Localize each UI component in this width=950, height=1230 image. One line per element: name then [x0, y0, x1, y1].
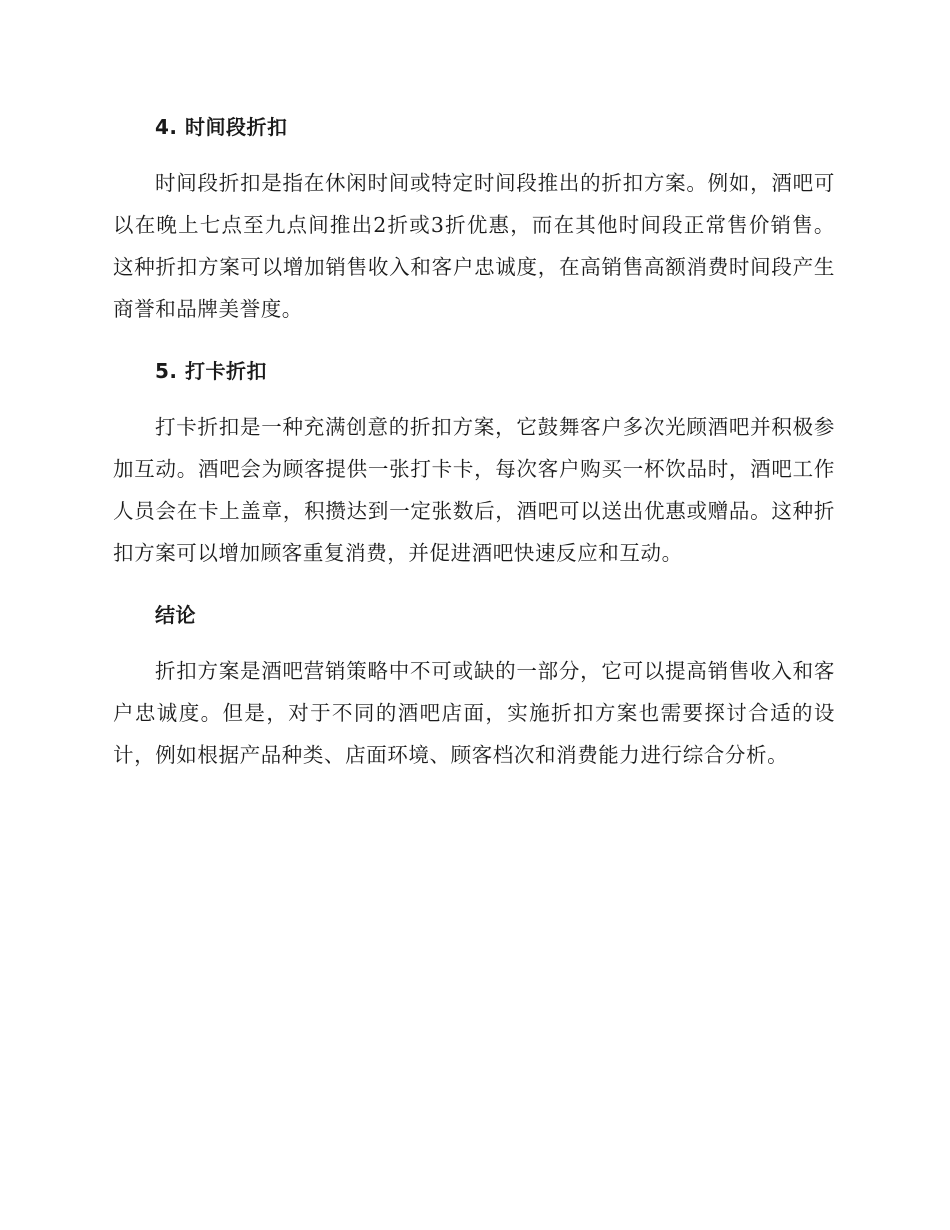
document-body [113, 110, 835, 800]
section-heading-time-discount: 4. 时间段折扣 [155, 115, 288, 139]
section-paragraph-checkin-discount: 打卡折扣是一种充满创意的折扣方案，它鼓舞客户多次光顾酒吧并积极参加互动。酒吧会为顾客提供一张打卡卡，每次客户购买一杯饮品时，酒吧工作人员会在卡上盖章，积攒达到一定张数后，酒吧可以送出优惠或赠品。这种折扣方案可以增加顾客重复消费，并促进酒吧快速反应和互动。 [113, 415, 835, 565]
section-paragraph-conclusion: 折扣方案是酒吧营销策略中不可或缺的一部分，它可以提高销售收入和客户忠诚度。但是，对于不同的酒吧店面，实施折扣方案也需要探讨合适的设计，例如根据产品种类、店面环境、顾客档次和消费能力进行综合分析。 [113, 659, 835, 767]
section-paragraph-time-discount: 时间段折扣是指在休闲时间或特定时间段推出的折扣方案。例如，酒吧可以在晚上七点至九点间推出2折或3折优惠，而在其他时间段正常售价销售。这种折扣方案可以增加销售收入和客户忠诚度，在高销售高额消费时间段产生商誉和品牌美誉度。 [113, 171, 835, 321]
section-heading-checkin-discount: 5. 打卡折扣 [155, 359, 267, 383]
section-heading-conclusion: 结论 [155, 603, 196, 627]
